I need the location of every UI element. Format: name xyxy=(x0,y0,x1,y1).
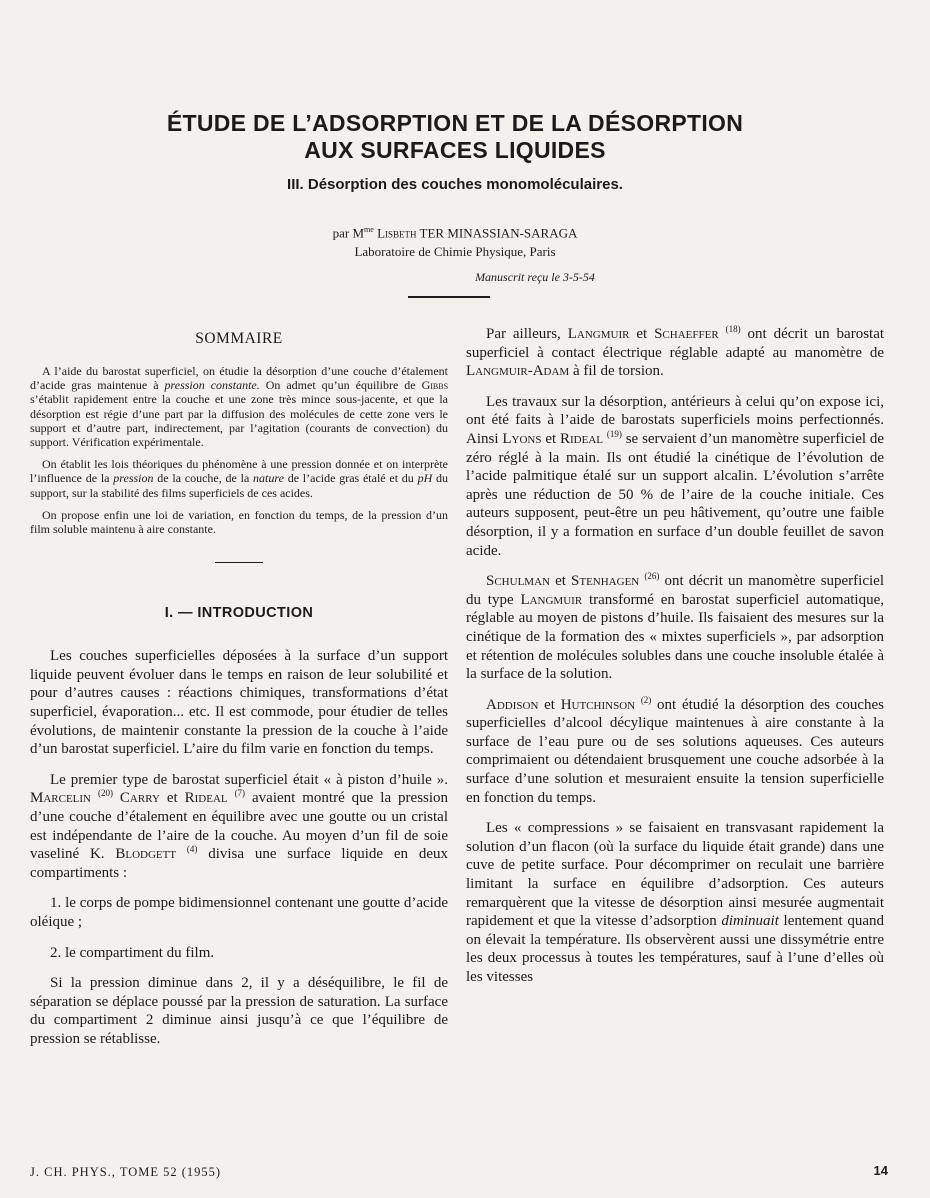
author-title-sup: me xyxy=(364,225,374,234)
author-last-name: TER MINASSIAN-SARAGA xyxy=(419,225,578,241)
right-paragraph-3: Schulman et Stenhagen $^{(26)}$ ont décrit un manomètre superficiel du type Langmuir transformé en barostat superficiel automatique, réglable au moyen de pistons d’huile. Ils faisaient des mesures sur la cinétique de la formation des « mixtes superficiels », par adsorption et rétention de molécules solubles dans une couche insoluble étalée à la surface de la solution. xyxy=(466,571,884,683)
left-column xyxy=(30,330,448,1061)
author-first-name: Lisbeth xyxy=(377,225,417,241)
intro-list-item-1: 1. le corps de pompe bidimensionnel contenant une goutte d’acide oléique ; xyxy=(30,895,448,930)
right-paragraph-5: Les « compressions » se faisaient en transvasant rapidement la solution d’un flacon (où la surface du liquide était grande) dans une cuve de petite surface. Pour décomprimer on reculait une barrière limitant la surface en équilibre d’adsorption. Ces auteurs remarquèrent que la vitesse de désorption ainsi mesurée augmentait rapidement et que la vitesse d’adsorption diminuait lentement quand on élevait la température. Ils observèrent aussi une dissymétrie entre les deux processus à toutes les températures, sauf à l’une d’elles où les vitesses xyxy=(466,820,884,985)
right-paragraph-4: Addison et Hutchinson $^{(2)}$ ont étudié la désorption des couches superficielles d’alcool décylique maintenues à aire constante à la surface de l’eau pure ou de ses solutions aqueuses. Ces auteurs comprimaient ou détendaient brusquement une couche adsorbée à la surface d’une solution et mesuraient ensuite la tension superficielle en fonction du temps. xyxy=(466,694,884,806)
author-line xyxy=(110,220,800,242)
right-column xyxy=(466,325,884,999)
header-divider xyxy=(408,296,490,298)
intro-paragraph-1: Les couches superficielles déposées à la surface d’un support liquide peuvent évoluer dans le temps en raison de leur solubilité et pour d’autres causes : réactions chimiques, transformations d’état superficiel, évaporation... etc. Il est commode, pour étudier de telles évolutions, de maintenir constante la pression de la couche à l’aide d’un barostat superficiel. L’aire du film varie en fonction du temps. xyxy=(30,648,448,758)
right-paragraph-2: Les travaux sur la désorption, antérieurs à celui qu’on expose ici, ont été faits à l’aide de barostats superficiels moins perfectionnés. Ainsi Lyons et Rideal $^{(19)}$ se servaient d’un manomètre superficiel de zéro réglé à la main. Ils ont étudié la cinétique de l’évolution de l’acide palmitique étalé sur un support alcalin. L’évolution s’arrête après une réduction de 50 % de l’aire de la couche initiale. Ces auteurs supposent, peut-être un peu hâtivement, qu’outre une faible désorption, il y a formation en surface d’un double feuillet de savon acide. xyxy=(466,393,885,559)
intro-list-item-2: 2. le compartiment du film. xyxy=(50,944,215,961)
abstract-divider xyxy=(215,562,263,563)
abstract-paragraph-1: A l’aide du barostat superficiel, on étudie la désorption d’une couche d’étalement d’acide gras maintenue à pression constante. On admet qu’un équilibre de Gibbs s’établit rapidement entre la couche et une zone très mince sous-jacente, et que la désorption est régie d’une part par la diffusion des molécules de cette zone vers le support et d’autre part, indirectement, par l’agitation (courants de convection) du support. Vérification expérimentale. xyxy=(30,364,449,450)
intro-body xyxy=(30,647,448,1048)
intro-paragraph-3: Si la pression diminue dans 2, il y a déséquilibre, le fil de séparation se déplace poussé par la pression de saturation. La surface du compartiment 2 diminue ainsi jusqu’à ce que l’équilibre de pression se rétablisse. xyxy=(30,975,448,1047)
page-number: 14 xyxy=(873,1163,888,1178)
abstract-heading: SOMMAIRE xyxy=(195,330,283,347)
abstract xyxy=(30,330,448,563)
title-line-1: ÉTUDE DE L’ADSORPTION ET DE LA DÉSORPTION xyxy=(166,110,744,136)
article-title xyxy=(110,110,800,164)
manuscript-date: Manuscrit reçu le 3-5-54 xyxy=(475,270,595,284)
abstract-paragraph-3: On propose enfin une loi de variation, en fonction du temps, de la pression d’un film soluble maintenu à aire constante. xyxy=(30,507,448,537)
intro-paragraph-2: Le premier type de barostat superficiel était « à piston d’huile ». Marcelin $^{(20)}$ Carry et Rideal $^{(7)}$ avaient montré que la pression d’une couche d’étalement en équilibre avec une goutte ou un cristal est indépendante de l’aire de la couche. Au moyen d’un fil de soie vaseliné K. Blodgett $^{(4)}$ divisa une surface liquide en deux compartiments : xyxy=(30,771,449,881)
section-heading: I. — INTRODUCTION xyxy=(164,605,314,622)
right-paragraph-1: Par ailleurs, Langmuir et Schaeffer $^{(18)}$ ont décrit un barostat superficiel à contact électrique réglable adapté au manomètre de Langmuir-Adam à fil de torsion. xyxy=(466,324,885,380)
byline xyxy=(110,220,800,261)
author-prefix: par M xyxy=(332,225,365,241)
abstract-paragraph-2: On établit les lois théoriques du phénomène à une pression donnée et on interprète l’influence de la pression de la couche, de la nature de l’acide gras étalé et du pH du support, sur la stabilité des films superficiels de ces acides. xyxy=(30,457,448,500)
title-line-2: AUX SURFACES LIQUIDES xyxy=(304,137,606,163)
journal-reference: J. CH. PHYS., TOME 52 (1955) xyxy=(30,1165,222,1179)
affiliation: Laboratoire de Chimie Physique, Paris xyxy=(354,244,556,260)
article-subtitle: III. Désorption des couches monomoléculaires. xyxy=(287,176,623,193)
